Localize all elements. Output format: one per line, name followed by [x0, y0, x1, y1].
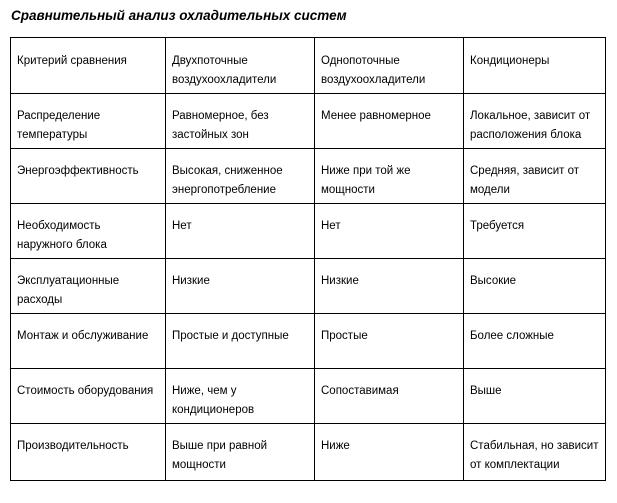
row-criterion-cell: Необходимость наружного блока	[11, 204, 166, 259]
table-row	[11, 424, 606, 481]
table-row	[11, 259, 606, 314]
table-cell: Высокая, сниженное энергопотребление	[166, 149, 315, 204]
table-cell: Менее равномерное	[315, 94, 464, 149]
row-criterion-cell: Энергоэффективность	[11, 149, 166, 204]
table-cell: Низкие	[166, 259, 315, 314]
document-title: Сравнительный анализ охладительных систем	[11, 8, 347, 23]
table-row	[11, 94, 606, 149]
table-cell: Выше при равной мощности	[166, 424, 315, 481]
table-cell: Нет	[315, 204, 464, 259]
table-cell: Высокие	[464, 259, 606, 314]
row-criterion-cell: Производительность	[11, 424, 166, 481]
row-criterion-cell: Эксплуатационные расходы	[11, 259, 166, 314]
header-cell-air-conditioners: Кондиционеры	[464, 38, 606, 94]
header-cell-single-flow: Однопоточные воздухоохладители	[315, 38, 464, 94]
table-cell: Локальное, зависит от расположения блока	[464, 94, 606, 149]
table-cell: Сопоставимая	[315, 369, 464, 424]
table-cell: Ниже	[315, 424, 464, 481]
table-cell: Более сложные	[464, 314, 606, 369]
table-header-row	[11, 38, 606, 94]
table-cell: Ниже при той же мощности	[315, 149, 464, 204]
table-row	[11, 204, 606, 259]
row-criterion-cell: Распределение температуры	[11, 94, 166, 149]
table-cell: Простые и доступные	[166, 314, 315, 369]
table-cell: Низкие	[315, 259, 464, 314]
row-criterion-cell: Монтаж и обслуживание	[11, 314, 166, 369]
row-criterion-cell: Стоимость оборудования	[11, 369, 166, 424]
table-cell: Простые	[315, 314, 464, 369]
table-cell: Нет	[166, 204, 315, 259]
table-row	[11, 314, 606, 369]
table-cell: Выше	[464, 369, 606, 424]
comparison-table	[10, 37, 606, 481]
header-cell-dual-flow: Двухпоточные воздухоохладители	[166, 38, 315, 94]
header-cell-criterion: Критерий сравнения	[11, 38, 166, 94]
table-cell: Средняя, зависит от модели	[464, 149, 606, 204]
table-cell: Равномерное, без застойных зон	[166, 94, 315, 149]
table-cell: Стабильная, но зависит от комплектации	[464, 424, 606, 481]
table-cell: Требуется	[464, 204, 606, 259]
table-cell: Ниже, чем у кондиционеров	[166, 369, 315, 424]
table-row	[11, 149, 606, 204]
table-row	[11, 369, 606, 424]
